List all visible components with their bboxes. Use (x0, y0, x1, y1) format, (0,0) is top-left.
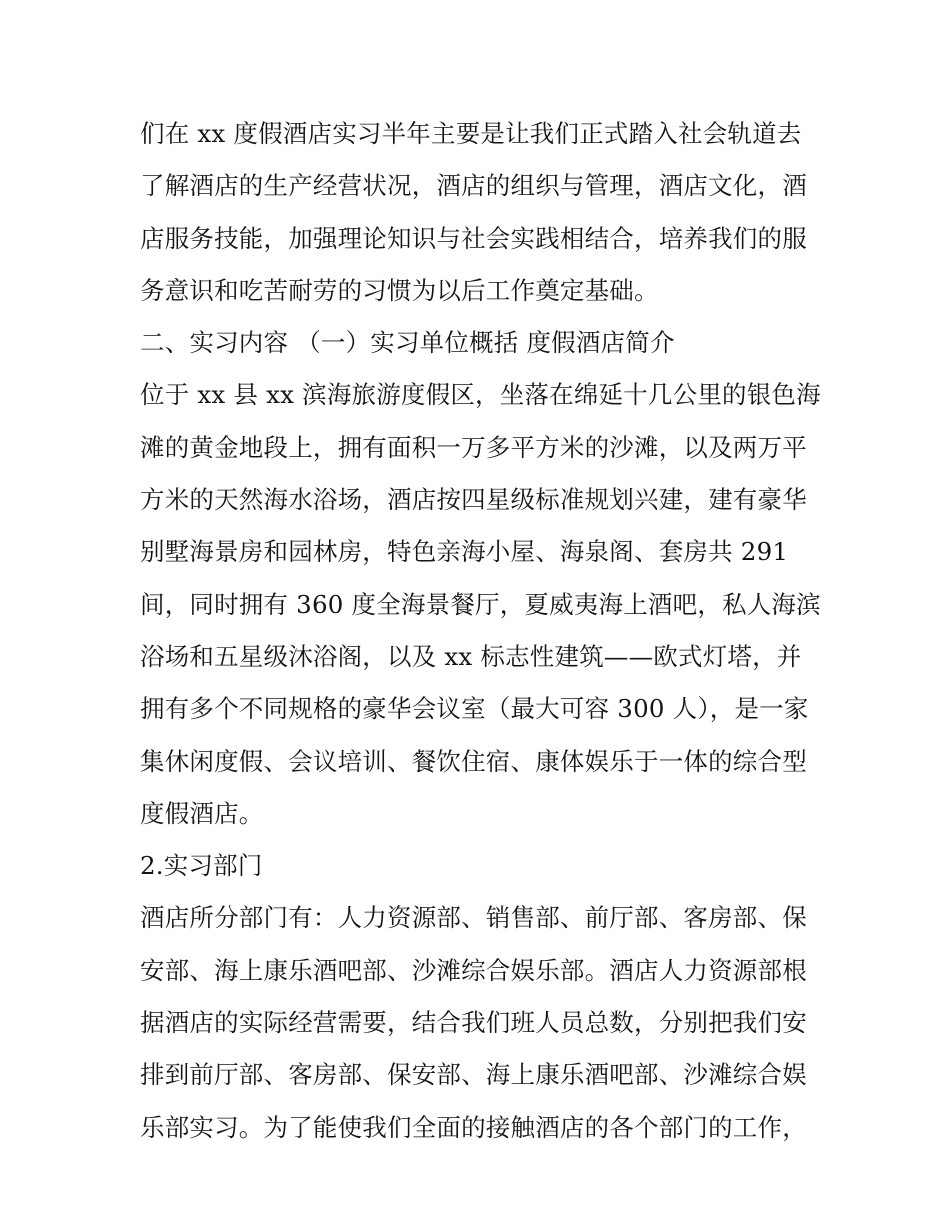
text-line: 间，同时拥有 360 度全海景餐厅，夏威夷海上酒吧，私人海滨 (140, 589, 821, 619)
text-line: 排到前厅部、客房部、保安部、海上康乐酒吧部、沙滩综合娱 (140, 1060, 807, 1090)
text-line: 滩的黄金地段上，拥有面积一万多平方米的沙滩，以及两万平 (140, 432, 807, 462)
text-line: 集休闲度假、会议培训、餐饮住宿、康体娱乐于一体的综合型 (140, 746, 807, 776)
text-line: 度假酒店。 (140, 798, 264, 828)
text-line: 们在 xx 度假酒店实习半年主要是让我们正式踏入社会轨道去 (140, 119, 802, 148)
text-line: 别墅海景房和园林房，特色亲海小屋、海泉阁、套房共 291 (140, 537, 789, 567)
section-heading: 2.实习部门 (140, 851, 263, 881)
text-line: 务意识和吃苦耐劳的习惯为以后工作奠定基础。 (140, 275, 659, 305)
text-line: 安部、海上康乐酒吧部、沙滩综合娱乐部。酒店人力资源部根 (140, 955, 807, 985)
body-text (140, 108, 820, 1154)
text-line: 店服务技能，加强理论知识与社会实践相结合，培养我们的服 (140, 223, 807, 253)
text-line: 乐部实习。为了能使我们全面的接触酒店的各个部门的工作， (140, 1112, 807, 1142)
text-line: 浴场和五星级沐浴阁，以及 xx 标志性建筑——欧式灯塔，并 (140, 641, 802, 671)
text-line: 拥有多个不同规格的豪华会议室（最大可容 300 人），是一家 (140, 694, 809, 724)
text-line: 酒店所分部门有：人力资源部、销售部、前厅部、客房部、保 (140, 903, 807, 933)
text-line: 位于 xx 县 xx 滨海旅游度假区，坐落在绵延十几公里的银色海 (140, 380, 821, 410)
section-heading: 二、实习内容 （一）实习单位概括 度假酒店简介 (140, 328, 675, 358)
text-line: 了解酒店的生产经营状况，酒店的组织与管理，酒店文化，酒 (140, 171, 807, 201)
text-line: 方米的天然海水浴场，酒店按四星级标准规划兴建，建有豪华 (140, 485, 807, 515)
text-line: 据酒店的实际经营需要，结合我们班人员总数，分别把我们安 (140, 1008, 807, 1038)
